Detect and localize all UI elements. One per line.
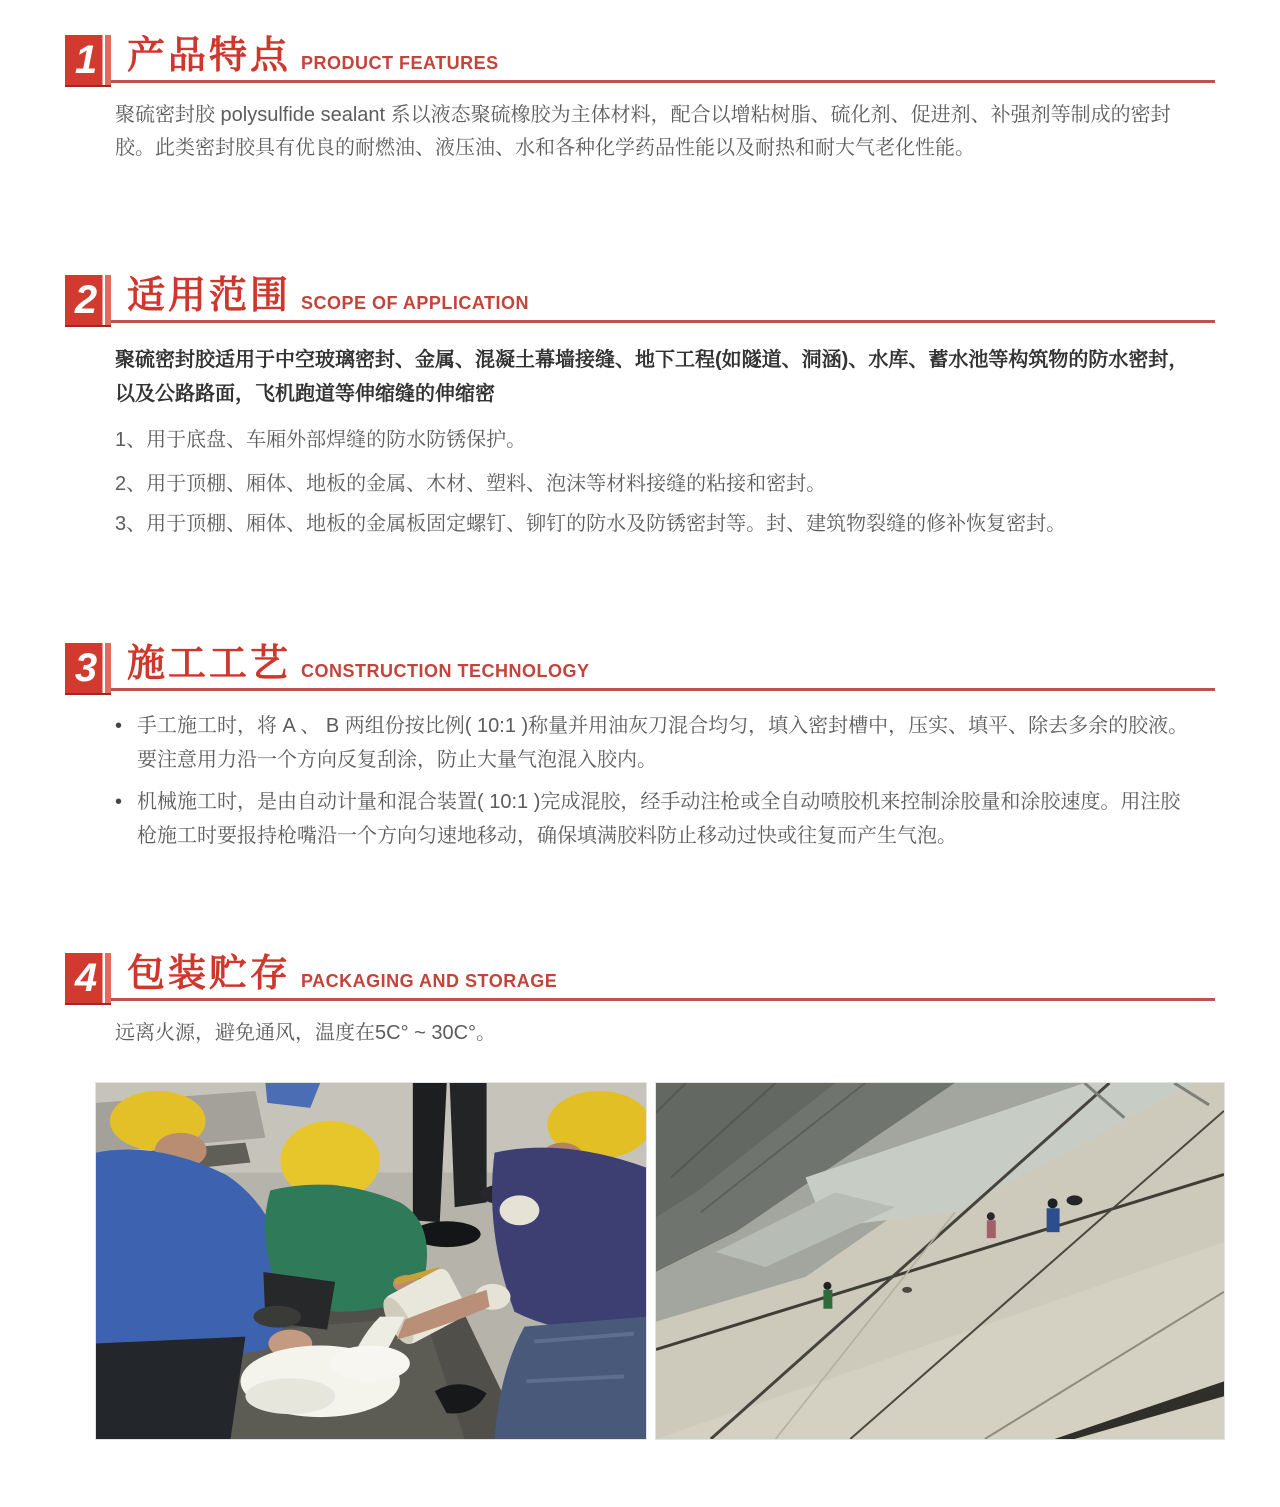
section-title-cn: 施工工艺 [127,643,292,686]
bullet-item: • 机械施工时，是由自动计量和混合装置( 10:1 )完成混胶，经手动注枪或全自动喷胶机来控制涂胶量和涂胶速度。用注胶枪施工时要报持枪嘴沿一个方向匀速地移动，确保填满胶料防止移动过快或往复而产生气泡。 [115,785,1195,853]
section-title-en: SCOPE OF APPLICATION [301,293,530,313]
section-number: 4 [74,956,98,1000]
section-header [65,30,1215,83]
section-title-cn: 包装贮存 [127,953,292,996]
section-number-badge [65,35,111,85]
section-title-en: PACKAGING AND STORAGE [301,971,558,991]
section-body [115,343,1195,537]
list-item: 1、用于底盘、车厢外部焊缝的防水防锈保护。 [115,429,527,451]
construction-bullet-list [115,709,1195,853]
section-product-features [65,30,1215,165]
section-number-badge [65,953,111,1003]
section-title-cn: 产品特点 [127,35,292,78]
list-item: 2、用于顶棚、厢体、地板的金属、木材、塑料、泡沫等材料接缝的粘接和密封。 [115,473,827,495]
list-item: 3、用于顶棚、厢体、地板的金属板固定螺钉、铆钉的防水及防锈密封等。封、建筑物裂缝的修补恢复密封。 [115,513,1067,535]
section-title-cn: 适用范围 [127,275,292,318]
product-features-paragraph: 聚硫密封胶 polysulfide sealant 系以液态聚硫橡胶为主体材料，配合以增粘树脂、硫化剂、促进剂、补强剂等制成的密封胶。此类密封胶具有优良的耐燃油、液压油、水和各种化学药品性能以及耐热和耐大气老化性能。 [115,104,1171,159]
scope-intro-paragraph: 聚硫密封胶适用于中空玻璃密封、金属、混凝土幕墙接缝、地下工程(如隧道、洞涵)、水库、蓄水池等构筑物的防水密封，以及公路路面，飞机跑道等伸缩缝的伸缩密 [115,349,1189,405]
section-header [65,270,1215,323]
storage-paragraph: 远离火源，避免通风，温度在5C° ~ 30C°。 [115,1022,497,1044]
section-body [115,709,1195,853]
section-construction-technology [65,638,1215,853]
section-number: 3 [74,646,98,690]
photos-row [95,1082,1225,1440]
concrete-slope-illustration [656,1083,1224,1439]
section-number: 2 [74,278,98,322]
section-header [65,638,1215,691]
section-number-badge [65,643,111,693]
section-number-badge [65,275,111,325]
section-packaging-and-storage [65,948,1215,1050]
section-body [115,1017,1195,1050]
section-title-en: CONSTRUCTION TECHNOLOGY [301,661,590,681]
section-scope-of-application [65,270,1215,537]
bullet-item: • 手工施工时，将 A 、 B 两组份按比例( 10:1 )称量并用油灰刀混合均匀，填入密封槽中，压实、填平、除去多余的胶液。要注意用力沿一个方向反复刮涂，防止大量气泡混入胶内。 [115,709,1195,777]
workers-mixing-sealant-illustration [96,1083,646,1439]
scope-numbered-list [115,427,1195,537]
section-body [115,99,1195,165]
workers-mixing-sealant-photo [95,1082,647,1440]
concrete-slope-seam-sealing-photo [655,1082,1225,1440]
section-number: 1 [74,38,98,82]
section-header [65,948,1215,1001]
section-title-en: PRODUCT FEATURES [301,53,499,73]
